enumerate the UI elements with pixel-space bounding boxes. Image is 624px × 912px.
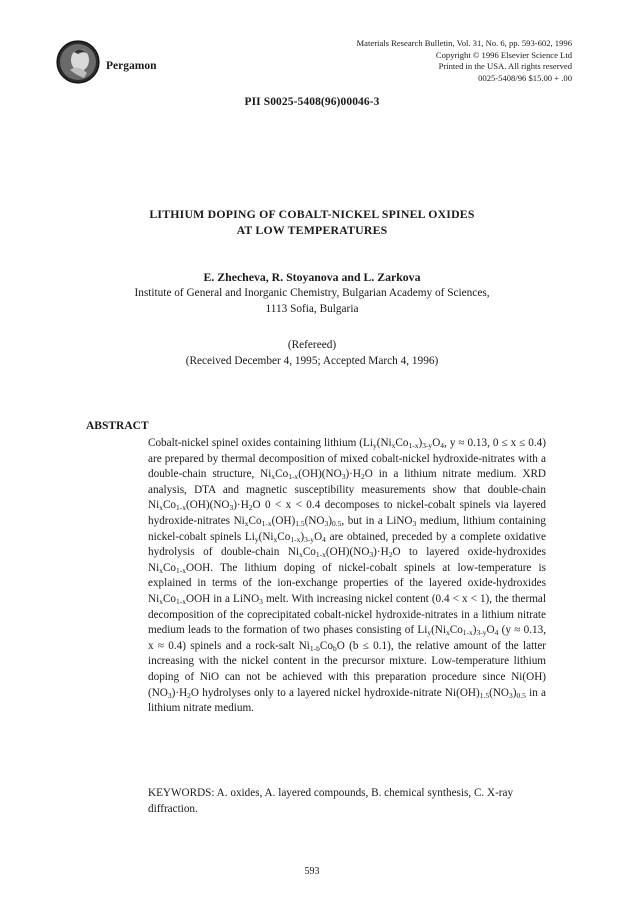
abstract-subscript: 1-x xyxy=(176,596,186,606)
abstract-text-run: , but in a LiNO xyxy=(341,514,413,527)
abstract-subscript: 3 xyxy=(369,550,374,560)
publisher-name: Pergamon xyxy=(106,60,157,72)
price-code: 0025-5408/96 $15.00 + .00 xyxy=(478,72,572,83)
abstract-text-run: ) xyxy=(300,530,305,543)
abstract-subscript: 4 xyxy=(322,534,326,544)
abstract-subscript: 3-y xyxy=(422,441,433,450)
abstract-subscript: 1-x xyxy=(290,534,301,544)
abstract-text-run: Co xyxy=(277,530,291,543)
keywords: KEYWORDS: A. oxides, A. layered compounds, B. chemical synthesis, C. X-ray diffraction. xyxy=(148,787,514,815)
abstract-text-run: Co xyxy=(248,514,262,527)
abstract-subscript: 3 xyxy=(508,690,513,700)
abstract-text-run: O xyxy=(486,624,495,637)
abstract-text-run: (y ≈ 0.13, x ≈ 0.4) spinels and a rock-salt Ni xyxy=(148,624,546,652)
abstract-subscript: 3 xyxy=(341,472,346,482)
abstract-text-run: Co xyxy=(449,624,463,637)
journal-info xyxy=(252,38,572,84)
abstract-text-run: )·H xyxy=(233,499,249,512)
abstract-subscript: b xyxy=(332,643,337,653)
abstract-subscript: x xyxy=(299,550,303,560)
abstract-subscript: 3-y xyxy=(476,628,487,638)
abstract-subscript: 1-x xyxy=(408,441,419,450)
pergamon-logo-icon xyxy=(56,40,100,84)
abstract-text-run: )·H xyxy=(373,546,389,559)
copyright-line: Copyright © 1996 Elsevier Science Ltd xyxy=(435,49,572,60)
abstract-subscript: 1-x xyxy=(315,550,326,560)
pii-identifier: PII S0025-5408(96)00046-3 xyxy=(244,96,380,108)
abstract-text-run: O hydrolyses only to a layered nickel hydroxide-nitrate Ni(OH) xyxy=(190,686,480,699)
abstract-subscript: x xyxy=(159,503,163,513)
abstract-text-run: melt. With increasing nickel content (0.4 < x < 1), the thermal decomposition of the coprecipitated cobalt-nickel hydroxide-nitrates in a lithium nitrate medium leads to the formation of two phases consisting of Li xyxy=(148,592,546,637)
abstract-text-run: O in a lithium nitrate medium. XRD analysis, DTA and magnetic susceptibility measurements show that double-chain Ni xyxy=(148,468,546,512)
abstract-subscript: 4 xyxy=(494,628,499,638)
abstract-text xyxy=(148,436,546,717)
abstract-subscript: 3 xyxy=(412,518,417,528)
abstract-text-run: ) xyxy=(418,437,423,449)
abstract-text-run: )·H xyxy=(345,468,361,481)
abstract-subscript: x xyxy=(159,596,163,606)
received-dates: (Received December 4, 1995; Accepted March 4, 1996) xyxy=(185,355,439,367)
abstract-subscript: 4 xyxy=(440,441,445,450)
abstract-text-run: Co xyxy=(395,437,409,449)
abstract-subscript: 1-x xyxy=(462,628,473,638)
title-line-1: LITHIUM DOPING OF COBALT-NICKEL SPINEL OXIDES xyxy=(149,207,475,221)
abstract-text-run: (OH)(NO xyxy=(186,499,230,512)
abstract-subscript: 2 xyxy=(360,472,365,482)
abstract-text-run: Co xyxy=(162,499,176,512)
abstract-text-run: ) xyxy=(472,624,477,637)
abstract-text-run: O xyxy=(432,437,441,449)
abstract-text-run: (Ni xyxy=(376,437,392,449)
abstract-subscript: y xyxy=(254,534,259,544)
affiliation xyxy=(0,286,624,317)
abstract-text-run: (OH) xyxy=(271,514,296,527)
abstract-subscript: 1-b xyxy=(309,643,320,653)
abstract-subscript: y xyxy=(427,628,432,638)
abstract-subscript: 1-x xyxy=(176,565,186,575)
abstract-subscript: 3-y xyxy=(304,534,315,544)
abstract-text-run: , y ≈ 0.13, 0 ≤ x ≤ 0.4) are prepared by thermal decomposition of mixed cobalt-nickel hydroxide-nitrates with a double-chain structure, Ni xyxy=(148,437,546,481)
affiliation-line-1: Institute of General and Inorganic Chemistry, Bulgarian Academy of Sciences, xyxy=(134,287,490,299)
page-number: 593 xyxy=(304,866,320,877)
affiliation-line-2: 1113 Sofia, Bulgaria xyxy=(265,302,359,315)
abstract-text-run: )·H xyxy=(171,686,188,699)
abstract-text-run: ) xyxy=(512,686,517,699)
abstract-subscript: 1.5 xyxy=(479,690,490,700)
abstract-subscript: 0.5 xyxy=(516,690,526,700)
abstract-subscript: 2 xyxy=(248,503,253,513)
abstract-heading: ABSTRACT xyxy=(86,420,149,432)
abstract-subscript: x xyxy=(271,472,276,482)
title-line-2: AT LOW TEMPERATURES xyxy=(236,222,388,237)
abstract-subscript: 3 xyxy=(167,690,172,700)
abstract-text-run: medium, lithium containing nickel-cobalt spinels Li xyxy=(148,514,546,543)
abstract-text-run: Co xyxy=(162,561,176,574)
abstract-text-run: (Ni xyxy=(431,624,446,637)
abstract-subscript: 1-x xyxy=(176,503,186,513)
abstract-subscript: 3 xyxy=(259,596,263,606)
abstract-subscript: 3 xyxy=(324,518,329,528)
abstract-text-run: ) xyxy=(328,514,332,527)
abstract-text-run: (OH)(NO xyxy=(325,546,370,559)
abstract-text-run: Co xyxy=(275,468,289,481)
abstract-text-run: (Ni xyxy=(258,530,274,543)
journal-citation: Materials Research Bulletin, Vol. 31, No. 6, pp. 593-602, 1996 xyxy=(356,38,572,48)
abstract-text-run: O xyxy=(314,530,323,543)
abstract-subscript: y xyxy=(372,441,377,450)
abstract-text-run: OOH. The lithium doping of nickel-cobalt spinels at low-temperature is explained in terms of the ion-exchange properties of the layered oxide-hydroxides Ni xyxy=(148,561,546,605)
abstract-text-run: are obtained, preceded by a complete oxidative hydrolysis of double-chain Ni xyxy=(148,530,546,559)
abstract-subscript: 1.5 xyxy=(295,518,305,528)
abstract-text-run: OOH in a LiNO xyxy=(186,592,260,605)
abstract-text-run: (NO xyxy=(489,686,509,699)
refereed-note: (Refereed) xyxy=(287,339,337,351)
abstract-subscript: 0.5 xyxy=(331,518,342,528)
abstract-text-run: Co xyxy=(162,592,176,605)
abstract-text-run: O to layered oxide-hydroxides Ni xyxy=(148,546,546,574)
abstract-subscript: x xyxy=(159,565,163,575)
abstract-text-run: O 0 < x < 0.4 decomposes to nickel-cobalt spinels via layered hydroxide-nitrates Ni xyxy=(148,499,546,527)
abstract-text-run: in a lithium nitrate medium. xyxy=(148,686,547,715)
abstract-text-run: Co xyxy=(319,639,333,652)
authors: E. Zhecheva, R. Stoyanova and L. Zarkova xyxy=(203,270,421,284)
paper-title xyxy=(0,207,624,238)
abstract-subscript: x xyxy=(244,518,249,528)
abstract-subscript: 2 xyxy=(388,550,393,560)
abstract-subscript: 1-x xyxy=(288,472,299,482)
abstract-text-run: (OH)(NO xyxy=(298,468,342,481)
printed-line: Printed in the USA. All rights reserved xyxy=(438,61,572,72)
abstract-text-run: Co xyxy=(302,546,316,559)
abstract-text-run: O (b ≤ 0.1), the relative amount of the latter increasing with the nickel content in the precursor mixture. Low-temperature lithium doping of NiO can not be achieved with this preparation procedure since Ni(OH)(NO xyxy=(148,639,547,699)
abstract-text-run: (NO xyxy=(304,514,325,527)
abstract-subscript: x xyxy=(273,534,278,544)
abstract-text-run: Cobalt-nickel spinel oxides containing lithium (Li xyxy=(148,437,373,449)
abstract-subscript: x xyxy=(391,441,396,450)
abstract-subscript: 3 xyxy=(229,503,234,513)
abstract-subscript: 2 xyxy=(187,690,191,700)
abstract-subscript: 1-x xyxy=(261,518,272,528)
abstract-subscript: x xyxy=(445,628,450,638)
